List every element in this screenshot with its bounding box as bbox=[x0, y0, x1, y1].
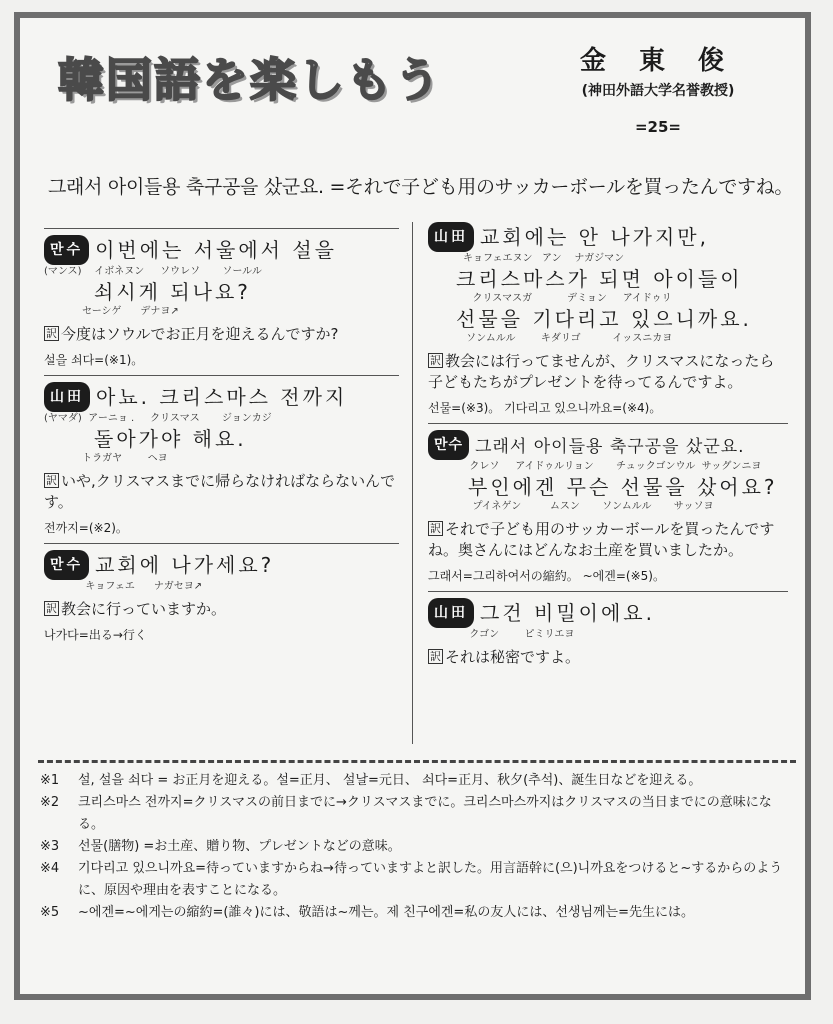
speaker-badge: 山田 bbox=[428, 222, 474, 252]
speaker-badge: 山田 bbox=[428, 598, 474, 628]
dashed-separator bbox=[38, 760, 796, 763]
footnote: ※1 설, 설을 쇠다 = お正月を迎える。설=正月、 설날=元日、 쇠다=正月、秋夕(추석)、誕生日などを迎える。 bbox=[40, 773, 702, 788]
footnote: ※5 ~에겐=~에게는の縮約=(誰々)には、敬語は~께는。제 친구에겐=私の友人には、선생님께는=先生には。 bbox=[40, 905, 695, 920]
dialogue-entry bbox=[44, 235, 399, 369]
vocab-note: 선물=(※3)。 기다리고 있으니까요=(※4)。 bbox=[428, 401, 662, 415]
translation-icon: 訳 bbox=[46, 602, 57, 615]
korean-line: 돌아가야 해요. bbox=[94, 427, 247, 451]
korean-line: 山田 그건 비밀이에요. bbox=[428, 598, 788, 628]
footnotes bbox=[40, 770, 790, 924]
reading-line: プイネゲン ムスン ソンムルル サッソヨ bbox=[428, 501, 714, 512]
translation: 訳 それは秘密ですよ。 bbox=[430, 648, 581, 666]
korean-line: 크리스마스가 되면 아이들이 bbox=[456, 267, 743, 291]
korean-line: 만수 이번에는 서울에서 설을 bbox=[44, 235, 399, 265]
author-affiliation: (神田外語大学名誉教授) bbox=[581, 83, 735, 99]
translation: 訳 今度はソウルでお正月を迎えるんですか? bbox=[46, 325, 339, 343]
dialogue-entry bbox=[44, 382, 399, 537]
divider bbox=[44, 375, 399, 376]
footnote: ※2 크리스마스 전까지=クリスマスの前日までに→クリスマスまでに。크리스마스까지はクリスマスの当日までにの意味になる。 bbox=[40, 795, 772, 832]
translation-icon: 訳 bbox=[430, 354, 441, 367]
right-column bbox=[428, 222, 788, 668]
reading-line: クゴン ピミリエヨ bbox=[428, 629, 575, 640]
author-name: 金 東 俊 bbox=[579, 46, 737, 76]
korean-line: 山田 교회에는 안 나가지만, bbox=[428, 222, 788, 252]
reading-line: (ヤマダ) アーニョ . クリスマス ジョンカジ bbox=[44, 413, 272, 424]
reading-line: (マンス) イボネヌン ソウレソ ソールル bbox=[44, 266, 262, 277]
translation: 訳 教会に行っていますか。 bbox=[46, 600, 227, 618]
reading-line: キョフェエヌン アン ナガジマン bbox=[428, 253, 625, 264]
reading-line: セーシゲ デナヨ↗ bbox=[44, 306, 179, 317]
speaker-badge: 만수 bbox=[44, 550, 89, 580]
article-title: 韓国語を楽しもう bbox=[58, 53, 442, 107]
reading-line: トラガヤ ヘヨ bbox=[44, 453, 168, 464]
vocab-note: 그래서=그리하여서の縮約。 ~에겐=(※5)。 bbox=[428, 569, 665, 583]
dialogue-entry bbox=[428, 430, 788, 585]
issue-number: =25= bbox=[634, 118, 681, 136]
translation-icon: 訳 bbox=[430, 650, 441, 663]
korean-line: 선물을 기다리고 있으니까요. bbox=[456, 307, 752, 331]
footnote: ※3 선물(膳物) =お土産、贈り物、プレゼントなどの意味。 bbox=[40, 839, 401, 854]
korean-line: 山田 아뇨. 크리스마스 전까지 bbox=[44, 382, 399, 412]
translation: 訳 それで子ども用のサッカーボールを買ったんですね。奥さんにはどんなお土産を買いましたか。 bbox=[428, 520, 775, 559]
divider bbox=[428, 591, 788, 592]
korean-line: 쇠시게 되나요? bbox=[94, 280, 251, 304]
left-column bbox=[44, 222, 399, 644]
headline: 그래서 아이들용 축구공을 샀군요. =それで子ども用のサッカーボールを買ったんですね。 bbox=[48, 176, 794, 198]
reading-line: クレソ アイドゥルリョン チュックゴンウル サッグンニヨ bbox=[428, 461, 762, 472]
speaker-badge: 만수 bbox=[428, 430, 469, 460]
translation-icon: 訳 bbox=[46, 327, 57, 340]
vocab-note: 설을 쇠다=(※1)。 bbox=[44, 353, 144, 367]
translation: 訳 いや,クリスマスまでに帰らなければならないんです。 bbox=[44, 472, 396, 511]
dialogue-entry bbox=[44, 550, 399, 644]
author-block bbox=[568, 40, 748, 136]
vocab-note: 나가다=出る→行く bbox=[44, 628, 147, 642]
reading-line: ソンムルル キダリゴ イッスニカヨ bbox=[428, 333, 673, 344]
divider bbox=[44, 228, 399, 229]
translation: 訳 教会には行ってませんが、クリスマスになったら子どもたちがプレゼントを待ってるんですよ。 bbox=[428, 352, 775, 391]
speaker-badge: 山田 bbox=[44, 382, 90, 412]
column-divider bbox=[412, 222, 413, 744]
korean-line: 부인에겐 무슨 선물을 샀어요? bbox=[468, 475, 778, 499]
reading-line: クリスマスガ デミョン アイドゥリ bbox=[428, 293, 672, 304]
translation-icon: 訳 bbox=[46, 474, 57, 487]
translation-icon: 訳 bbox=[430, 522, 441, 535]
dialogue-entry bbox=[428, 598, 788, 668]
divider bbox=[428, 423, 788, 424]
divider bbox=[44, 543, 399, 544]
dialogue-entry bbox=[428, 222, 788, 417]
speaker-badge: 만수 bbox=[44, 235, 89, 265]
footnote: ※4 기다리고 있으니까요=待っていますからね→待っていますよと訳した。用言語幹に(으)니까요をつけると~するからのように、原因や理由を表すことになる。 bbox=[40, 861, 783, 898]
reading-line: キョフェエ ナガセヨ↗ bbox=[44, 581, 203, 592]
korean-line: 만수 교회에 나가세요? bbox=[44, 550, 399, 580]
vocab-note: 전까지=(※2)。 bbox=[44, 521, 128, 535]
korean-line: 만수 그래서 아이들용 축구공을 샀군요. bbox=[428, 430, 788, 460]
